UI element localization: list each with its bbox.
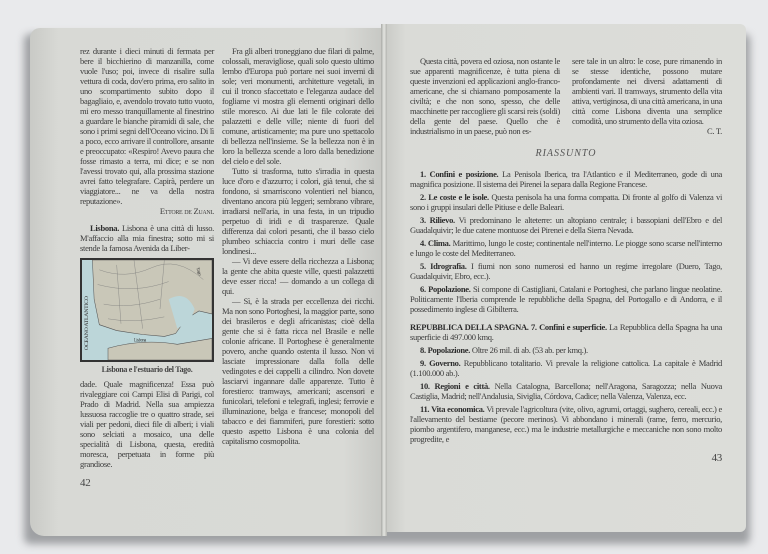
summary-item [410,322,722,342]
paragraph: Fra gli alberi troneggiano due filari di palme, colossali, meravigliose, quali solo questo ultimo lembo d'Europa può portare nei suoi inverni di sole; veri monumenti, architetture vegetali, in cui il tronco sfaccettato e l'eleganza audace del fogliame vi mostra gli elementi originari dello stile moresco. Ai due lati le file colorate dei palazzetti e delle ville; niente di fuori del comune, artisticamente; ma pure uno spettacolo di bellezza nell'insieme. Se la bellezza non è in loro la bellezza scende a loro dalla benedizione del cielo e del sole. [222,46,374,166]
summary-item-text: Si compone di Castigliani, Catalani e Portoghesi, che parlano lingue neolatine. Politicamente l'Iberia comprende le repubbliche della Spagna, del Portogallo e di Andorra, e il possedimento inglese di Gibilterra. [410,284,722,314]
right-col1 [410,56,560,137]
summary-item-text: La Penisola Iberica, tra l'Atlantico e il Mediterraneo, gode di una magnifica posizione. Il sistema dei Pirenei la separa dalla Regione Francese. [410,169,723,189]
summary-item-title: 11. Vita economica. [420,404,485,414]
paragraph: Questa città, povera ed oziosa, non ostante le sue apparenti magnificenze, è tutta piena di queste invenzioni ed applicazioni anglo-franco-americane, che si chiamano pomposamente la civiltà; e che non sono, spesso, che delle macchinette per raccogliere gli scarsi reis (soldi) della gente del paese. Quello che è industrialismo in un paese, può non es- [410,56,560,136]
summary-item [410,404,722,444]
lisbona-title: Lisbona. [90,223,120,233]
signature: Ettore de Zuani. [159,206,214,216]
summary-item-text: Nella Catalogna, Barcellona; nell'Aragona, Saragozza; nella Nuova Castiglia, Madrid; nell'Andalusia, Siviglia, Córdova, Cadice; nella Valenza, Valenza, ecc. [410,381,722,401]
summary-item-text: Vi predominano le alteterre: un altopiano centrale; i bassopiani dell'Ebro e del Guadalquivir; le due catene montuose dei Pirenei e della Sierra Nevada. [410,215,723,235]
summary-item [410,192,722,212]
paragraph: sere tale in un altro: le cose, pure rimanendo in se stesse identiche, possono mutare profondamente nei diversi adattamenti di ambienti vari. Il tramways, strumento della vita attiva, vertiginosa, di una città americana, in una città come Lisbona diventa una semplice comodità, uno strumento della vita oziosa. [572,56,722,126]
summary-item [410,358,722,378]
section-heading: RIASSUNTO [535,148,597,159]
summary-item-text: Marittimo, lungo le coste; continentale nell'interno. Le piogge sono scarse nell'interno e lungo le coste del Mediterraneo. [410,238,723,258]
summary-item [410,381,722,401]
paragraph: Tutto si trasforma, tutto s'irradia in questa luce d'oro e d'azzurro; i colori, già tenui, che si fondono, si smarriscono volentieri nel bianco, diventano ancora più leggeri; sembrano vibrare, irradiarsi nell'aria, in una festa, in un tripudio perpetuo di iridi e di trasparenze. Quale differenza dai colori pesanti, che il basso cielo plumbeo schiaccia contro i muri delle case londinesi... [222,166,374,256]
lisbona-text: Lisbona è una città di lusso. M'affaccio alla mia finestra; sotto mi si stende la famosa Avenida da Liber- [80,223,214,253]
map-label-ocean: OCEANO ATLANTICO [84,296,90,351]
summary-item-text: Repubblicano totalitario. Vi prevale la religione cattolica. La capitale è Madrid (1.100.000 ab.). [410,358,723,378]
map-lisbona-tagus [80,258,214,362]
summary-item-text: Vi prevale l'agricoltura (vite, olivo, agrumi, ortaggi, sughero, cereali, ecc.) e l'allevamento del bestiame (pecore merinos). Vi abbondano i minerali (rame, ferro, mercurio, piombo argentifero, manganese, ecc.) ma le industrie metallurgiche e meccaniche non sono molto progredite, e [410,404,723,444]
left-col1 [80,46,214,490]
right-columns [410,56,722,137]
summary-item-title: 5. Idrografia. [420,261,467,271]
summary-item [410,169,722,189]
summary-item-title: 1. Confini e posizione. [420,169,499,179]
right-page-content [410,56,722,465]
right-col2 [572,56,722,137]
summary-item-title: 2. Le coste e le isole. [420,192,489,202]
summary-item-text: Oltre 26 mil. di ab. (53 ab. per kmq.). [471,345,588,355]
map-caption: Lisbona e l'estuario del Tago. [101,365,193,374]
summary-item-title: 9. Governo. [420,358,461,368]
summary-item [410,238,722,258]
summary-item-title: 8. Popolazione. [420,345,471,355]
page-number-right: 43 [711,452,722,464]
signature: C. T. [707,126,722,136]
summary-item [410,345,722,355]
summary-item-title: 6. Popolazione. [420,284,471,294]
summary-item-text: I fiumi non sono numerosi ed hanno un regime irregolare (Duero, Tago, Guadalquivir, Ebro, ecc.). [410,261,723,281]
summary-item [410,261,722,281]
map-label-river: Tago [195,266,203,277]
lisbona-paragraph [80,223,214,253]
summary-item-title: REPUBBLICA DELLA SPAGNA. 7. Confini e superficie. [410,322,607,332]
summary-list [410,169,722,444]
left-col2 [222,46,374,446]
map-illustration [82,260,212,360]
summary-item [410,215,722,235]
summary-item-text: Questa penisola ha una forma compatta. Di fronte al golfo di Valenza vi sono i gruppi insulari delle Pitiuse e delle Baleari. [410,192,723,212]
paragraph: rez durante i dieci minuti di fermata per bere il bicchierino di manzanilla, come vuole l'uso; poi, invece di risalire sulla vettura di coda, dov'ero prima, ero salito in uno scompartimento subito dopo il bagagliaio, e, avendolo trovato tutto vuoto, mi ero messo tranquillamente al finestrino a guardare le bianche piramidi di sale, che sono i primi segni dell'Oceano vicino. Di lì a poco, ecco arrivare il controllore, ansante e preoccupato: «Respiro! Avevo paura che fosse rimasto a terra, mi dice; e se non l'avessi trovato qui, alla prossima stazione avrei fatto telegrafare. Capirà, perdere un viaggiatore... ne va della nostra reputazione». [80,46,214,206]
paragraph: dade. Quale magnificenza! Essa può rivaleggiare coi Campi Elisi di Parigi, col Prado di Madrid. Nella sua ampiezza lussuosa raccoglie tre o quattro strade, sei viali per pedoni, dieci file di alberi; i viali sono selciati a mosaico, una delle specialità di Lisbona, questa, eredità moresca, perpetuata in forme più grandiose. [80,379,214,469]
paragraph: — Sì, è la strada per eccellenza dei ricchi. Ma non sono Portoghesi, la maggior parte, sono dei brasileros e degli africanistas; cioè della gente che si è fatta ricca nel Brasile e nelle colonie africane. Il Portoghese è generalmente povero, anche quando ostenta il lusso. Non vi lasciate impressionare dalla folla delle vedingotes e dei cappelli a cilindro. Non dovete lasciarvi ingannare dalle apparenze. Tutto è forestiero: tramways, americani; ascensori e funicolari, telefoni e telegrafi, inglesi; ferrovie e illuminazione, belga e francese; monopoli del tabacco e dei fiammiferi, pure forestieri: sotto questo aspetto Lisbona è una colonia del capitalismo cosmopolita. [222,296,374,446]
page-number-left: 42 [80,477,91,489]
summary-item [410,284,722,314]
map-label-city: Lisbona [134,337,147,343]
summary-item-title: 4. Clima. [420,238,451,248]
paragraph: — Vi deve essere della ricchezza a Lisbona; la gente che abita queste ville, questi palazzetti deve esser ricca! — domando a un collega di qui. [222,256,374,296]
book-spine [381,24,387,536]
summary-item-text: La Repubblica della Spagna ha una superficie di 497.000 kmq. [410,322,722,342]
summary-item-title: 3. Rilievo. [420,215,455,225]
summary-item-title: 10. Regioni e città. [420,381,490,391]
